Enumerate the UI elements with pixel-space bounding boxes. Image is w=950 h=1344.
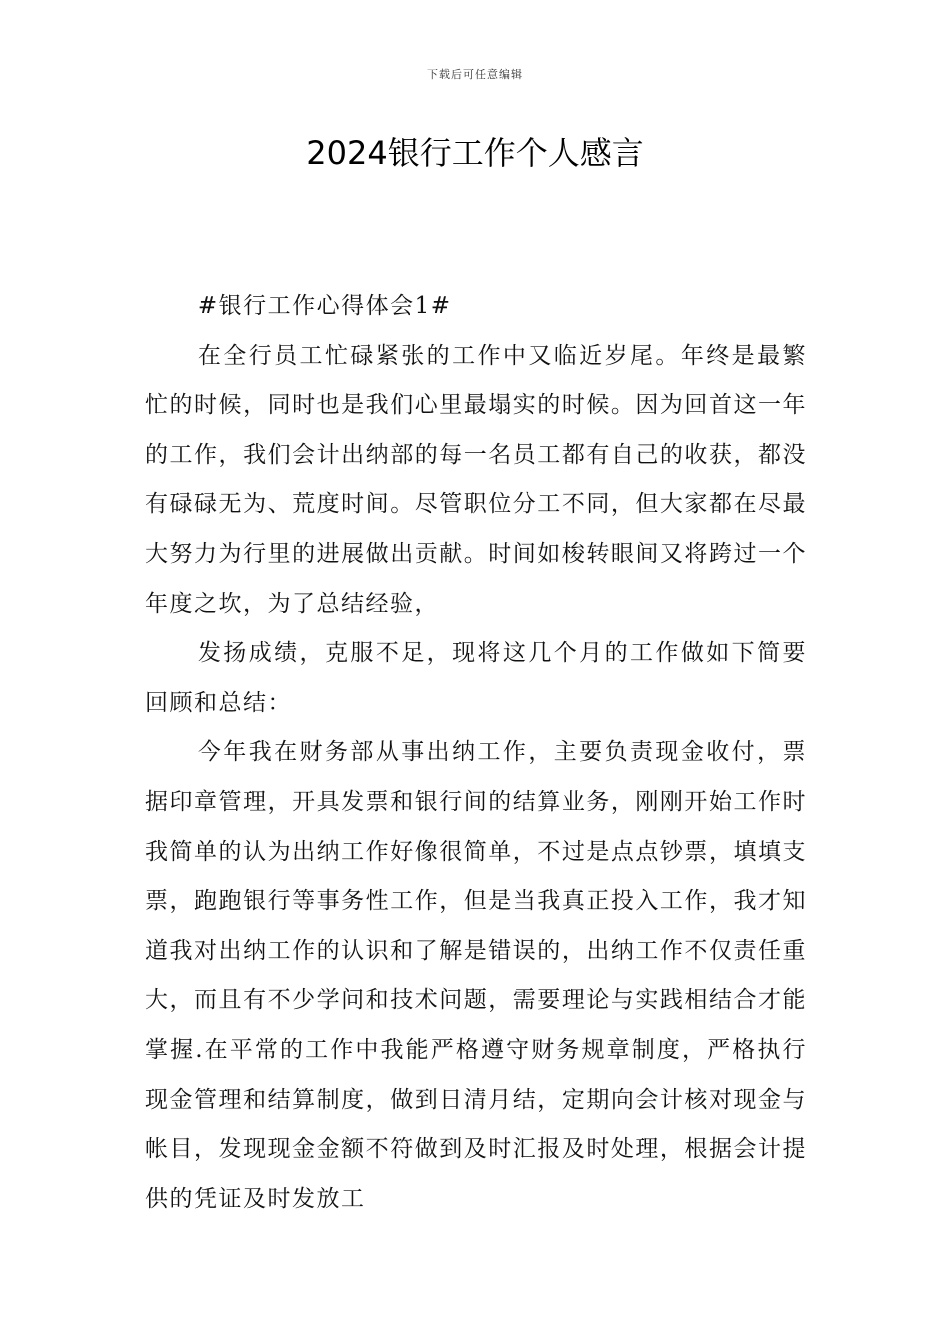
paragraph: 今年我在财务部从事出纳工作，主要负责现金收付，票据印章管理，开具发票和银行间的结算业务，刚刚开始工作时我简单的认为出纳工作好像很简单，不过是点点钞票，填填支票，跑跑银行等事务性工作，但是当我真正投入工作，我才知道我对出纳工作的认识和了解是错误的，出纳工作不仅责任重大，而且有不少学问和技术问题，需要理论与实践相结合才能掌握.在平常的工作中我能严格遵守财务规章制度，严格执行现金管理和结算制度，做到日清月结，定期向会计核对现金与帐目，发现现金金额不符做到及时汇报及时处理，根据会计提供的凭证及时发放工 (145, 739, 807, 1212)
header-note: 下载后可任意编辑 (427, 68, 523, 81)
section-heading: #银行工作心得体会1# (197, 293, 452, 319)
document-title: 2024银行工作个人感言 (306, 134, 644, 172)
paragraph: 在全行员工忙碌紧张的工作中又临近岁尾。年终是最繁忙的时候，同时也是我们心里最塌实的时候。因为回首这一年的工作，我们会计出纳部的每一名员工都有自己的收获，都没有碌碌无为、荒度时间。尽管职位分工不同，但大家都在尽最大努力为行里的进展做出贡献。时间如梭转眼间又将跨过一个年度之坎，为了总结经验， (145, 342, 807, 617)
paragraph: 发扬成绩，克服不足，现将这几个月的工作做如下简要回顾和总结： (145, 640, 807, 716)
document-body (145, 282, 807, 1224)
